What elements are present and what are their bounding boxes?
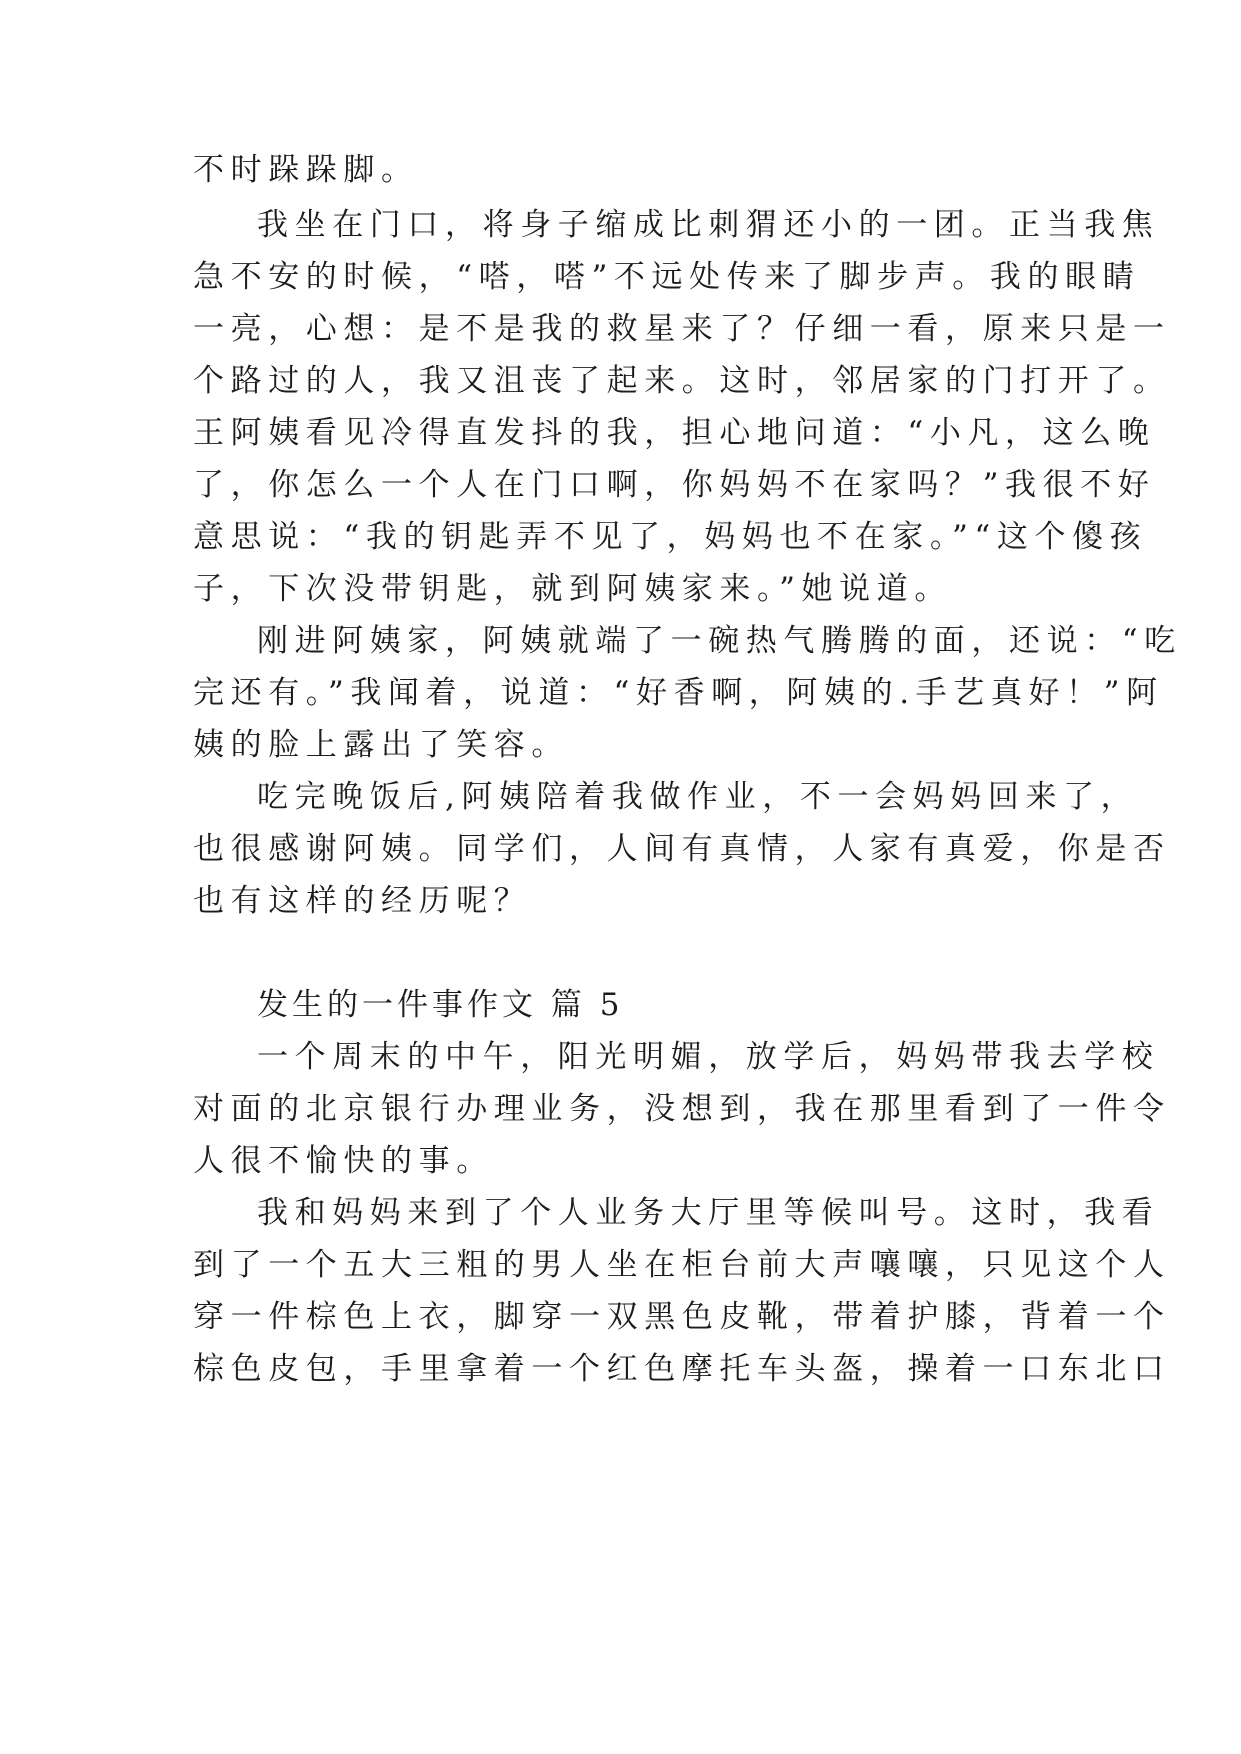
text-line: 意思说：“我的钥匙弄不见了，妈妈也不在家。”“这个傻孩 [193, 519, 1148, 555]
text-line: 也很感谢阿姨。同学们，人间有真情，人家有真爱，你是否 [193, 831, 1171, 867]
text-line: 人很不愉快的事。 [193, 1143, 494, 1179]
paragraph-first-line: 我坐在门口，将身子缩成比刺猬还小的一团。正当我焦 [257, 207, 1160, 243]
paragraph-first-line: 我和妈妈来到了个人业务大厅里等候叫号。这时，我看 [257, 1195, 1160, 1231]
text-line: 完还有。”我闻着，说道：“好香啊，阿姨的.手艺真好！”阿 [193, 675, 1164, 711]
text-line: 了，你怎么一个人在门口啊，你妈妈不在家吗？”我很不好 [193, 467, 1156, 503]
text-line: 到了一个五大三粗的男人坐在柜台前大声嚷嚷，只见这个人 [193, 1247, 1171, 1283]
text-line: 也有这样的经历呢？ [193, 883, 532, 919]
text-line: 棕色皮包，手里拿着一个红色摩托车头盔，操着一口东北口 [193, 1351, 1171, 1387]
section-heading: 发生的一件事作文 篇 5 [257, 987, 624, 1023]
paragraph-first-line: 一个周末的中午，阳光明媚，放学后，妈妈带我去学校 [257, 1039, 1160, 1075]
text-line: 王阿姨看见冷得直发抖的我，担心地问道：“小凡，这么晚 [193, 415, 1156, 451]
text-line: 不时跺跺脚。 [193, 152, 419, 188]
text-line: 子，下次没带钥匙，就到阿姨家来。”她说道。 [193, 571, 952, 607]
text-line: 穿一件棕色上衣，脚穿一双黑色皮靴，带着护膝，背着一个 [193, 1299, 1171, 1335]
text-line: 个路过的人，我又沮丧了起来。这时，邻居家的门打开了。 [193, 363, 1171, 399]
paragraph-first-line: 吃完晚饭后,阿姨陪着我做作业，不一会妈妈回来了， [257, 779, 1139, 815]
text-line: 对面的北京银行办理业务，没想到，我在那里看到了一件令 [193, 1091, 1171, 1127]
text-line: 姨的脸上露出了笑容。 [193, 727, 569, 763]
text-line: 一亮，心想：是不是我的救星来了？仔细一看，原来只是一 [193, 311, 1171, 347]
paragraph-first-line: 刚进阿姨家，阿姨就端了一碗热气腾腾的面，还说：“吃 [257, 623, 1182, 659]
text-line: 急不安的时候，“嗒，嗒”不远处传来了脚步声。我的眼睛 [193, 259, 1141, 295]
